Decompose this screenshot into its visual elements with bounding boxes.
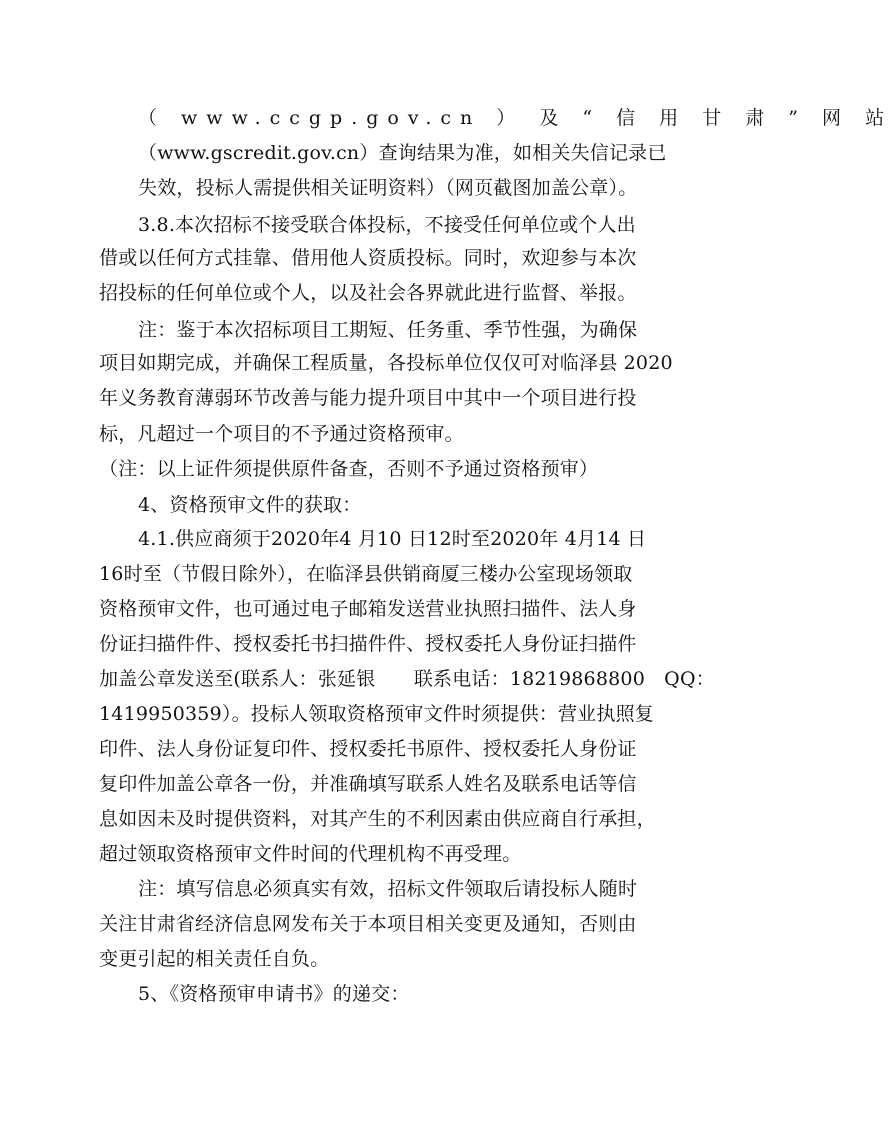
- text-line-18: 1419950359）。投标人领取资格预审文件时须提供：营业执照复: [99, 703, 654, 725]
- text-line-2: （www.gscredit.gov.cn）查询结果为准，如相关失信记录已: [138, 142, 667, 164]
- text-line-25: 变更引起的相关责任自负。: [99, 948, 330, 970]
- text-line-12: 4、资格预审文件的获取：: [138, 494, 362, 516]
- text-line-3: 失效，投标人需提供相关证明资料）（网页截图加盖公章）。: [138, 177, 638, 199]
- text-line-4: 3.8.本次招标不接受联合体投标，不接受任何单位或个人出: [138, 214, 636, 236]
- text-line-10: 标，凡超过一个项目的不予通过资格预审。: [99, 423, 464, 445]
- text-line-22: 超过领取资格预审文件时间的代理机构不再受理。: [99, 843, 522, 865]
- text-line-13: 4.1.供应商须于2020年4 月10 日12时至2020年 4月14 日: [138, 528, 647, 550]
- text-line-20: 复印件加盖公章各一份，并准确填写联系人姓名及联系电话等信: [99, 773, 637, 795]
- text-line-21: 息如因未及时提供资料，对其产生的不利因素由供应商自行承担，: [99, 808, 656, 830]
- text-line-23: 注：填写信息必须真实有效，招标文件领取后请投标人随时: [138, 878, 638, 900]
- text-line-17: 加盖公章发送至(联系人：张延银 联系电话：18219868800 QQ：: [99, 668, 715, 690]
- text-line-16: 份证扫描件件、授权委托书扫描件件、授权委托人身份证扫描件: [99, 633, 637, 655]
- text-line-15: 资格预审文件，也可通过电子邮箱发送营业执照扫描件、法人身: [99, 598, 637, 620]
- text-line-5: 借或以任何方式挂靠、借用他人资质投标。同时，欢迎参与本次: [99, 247, 637, 269]
- text-line-7: 注：鉴于本次招标项目工期短、任务重、季节性强，为确保: [138, 319, 638, 341]
- text-line-26: 5、《资格预审申请书》的递交：: [138, 983, 410, 1005]
- text-line-1: （ www.ccgp.gov.cn ） 及 “ 信 用 甘 肃 ” 网 站: [138, 107, 893, 129]
- text-line-6: 招投标的任何单位或个人，以及社会各界就此进行监督、举报。: [99, 282, 637, 304]
- text-line-11: （注：以上证件须提供原件备查，否则不予通过资格预审）: [99, 458, 599, 480]
- text-line-24: 关注甘肃省经济信息网发布关于本项目相关变更及通知，否则由: [99, 913, 637, 935]
- text-line-8: 项目如期完成，并确保工程质量，各投标单位仅仅可对临泽县 2020: [99, 352, 673, 374]
- text-line-19: 印件、法人身份证复印件、授权委托书原件、授权委托人身份证: [99, 738, 637, 760]
- text-line-9: 年义务教育薄弱环节改善与能力提升项目中其中一个项目进行投: [99, 387, 637, 409]
- text-line-14: 16时至（节假日除外），在临泽县供销商厦三楼办公室现场领取: [99, 563, 633, 585]
